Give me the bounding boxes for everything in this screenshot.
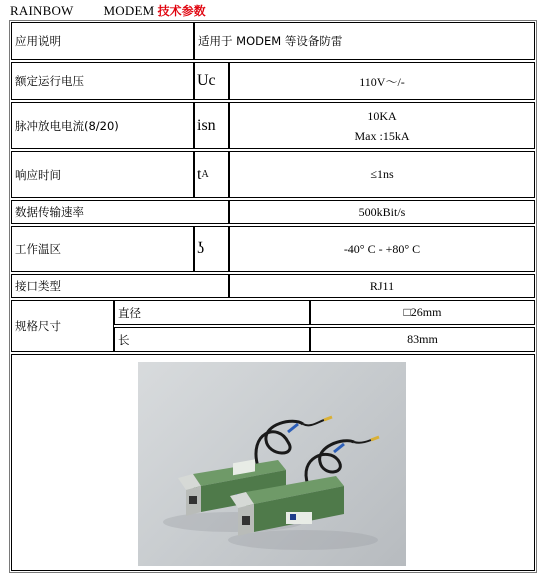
application-value: 适用于 MODEM 等设备防雷 — [194, 22, 535, 60]
page-title — [10, 3, 206, 19]
response-time-label: 响应时间 — [11, 151, 194, 198]
working-temp-value: -40° C - +80° C — [229, 226, 535, 272]
discharge-current-max: Max :15kA — [354, 128, 410, 143]
data-rate-label: 数据传输速率 — [11, 200, 229, 224]
model-name: MODEM — [103, 3, 155, 18]
product-photo — [138, 362, 406, 566]
working-temp-label: 工作温区 — [11, 226, 194, 272]
discharge-current-value — [229, 102, 535, 149]
data-rate-value: 500kBit/s — [229, 200, 535, 224]
discharge-current-label: 脉冲放电电流(8/20) — [11, 102, 194, 149]
discharge-current-symbol: isn — [194, 102, 229, 149]
brand-name: RAINBOW — [10, 3, 74, 18]
length-label: 长 — [114, 327, 310, 352]
spec-title: 技术参数 — [157, 4, 206, 18]
surge-protector-illustration — [138, 362, 406, 566]
discharge-current-nominal: 10KA — [367, 108, 397, 123]
rated-voltage-symbol: Uc — [194, 62, 229, 100]
response-time-symbol: t A — [194, 151, 229, 198]
response-time-value: ≤1ns — [229, 151, 535, 198]
rated-voltage-value: 110V～/- — [229, 62, 535, 100]
rated-voltage-label: 额定运行电压 — [11, 62, 194, 100]
application-label: 应用说明 — [11, 22, 194, 60]
working-temp-symbol: ʖ — [194, 226, 229, 272]
dimensions-label: 规格尺寸 — [11, 300, 114, 352]
diameter-value: □26mm — [310, 300, 535, 325]
length-value: 83mm — [310, 327, 535, 352]
interface-value: RJ11 — [229, 274, 535, 298]
diameter-label: 直径 — [114, 300, 310, 325]
interface-label: 接口类型 — [11, 274, 229, 298]
